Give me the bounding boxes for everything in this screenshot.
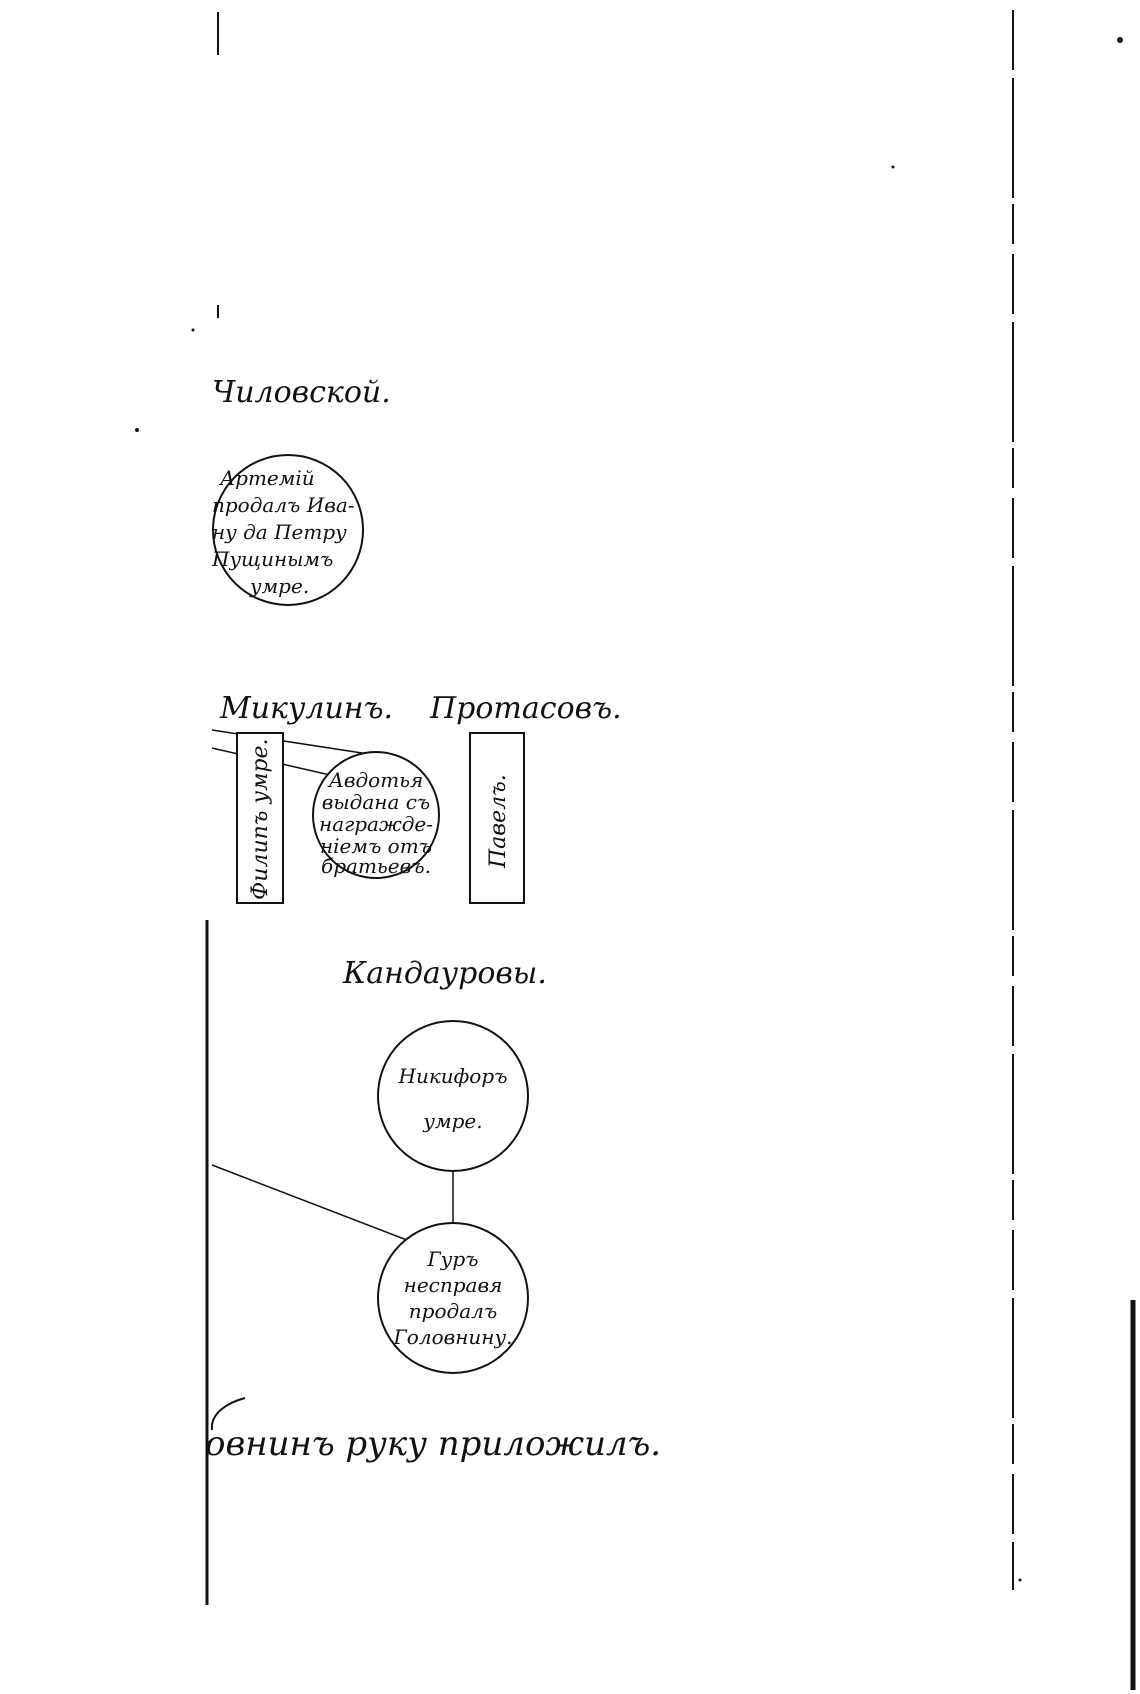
avdotya-line-2: выдана съ [321, 790, 431, 814]
artemy-line-5: умре. [250, 574, 310, 598]
node-gur [378, 1223, 528, 1373]
heading-mikulin: Микулинъ. [220, 691, 394, 726]
speck [135, 428, 139, 432]
signature-text: овнинъ руку приложилъ. [205, 1424, 662, 1464]
avdotya-line-1: Авдотья [328, 768, 424, 792]
pavel-label: Павелъ. [486, 774, 511, 868]
heading-chilovskoy: Чиловской. [212, 375, 391, 410]
artemy-line-3: ну да Петру [212, 520, 347, 544]
speck [1019, 1579, 1022, 1582]
nikifor-line-1: Никифоръ [398, 1064, 508, 1088]
speck [192, 329, 195, 332]
node-nikifor [378, 1021, 528, 1171]
artemy-line-2: продалъ Ива- [212, 493, 355, 517]
artemy-line-4: Пущинымъ [212, 547, 334, 571]
gur-line-2: несправя [403, 1273, 503, 1297]
avdotya-line-4: ніемъ отъ [319, 834, 433, 858]
avdotya-line-5: братьевъ. [321, 854, 431, 878]
artemy-line-1: Артемій [220, 466, 315, 490]
avdotya-line-3: награжде- [319, 812, 433, 836]
link-left-gur [212, 1165, 412, 1242]
gur-line-4: Головнину. [393, 1325, 513, 1349]
speck [1117, 37, 1123, 43]
gur-line-1: Гуръ [427, 1247, 479, 1271]
filip-label: Филипъ умре. [248, 738, 273, 900]
heading-kandaurovy: Кандауровы. [343, 956, 547, 991]
speck [892, 166, 895, 169]
gur-line-3: продалъ [408, 1299, 498, 1323]
nikifor-line-2: умре. [423, 1109, 483, 1133]
heading-protasov: Протасовъ. [430, 691, 622, 726]
clip-mask [0, 440, 210, 620]
